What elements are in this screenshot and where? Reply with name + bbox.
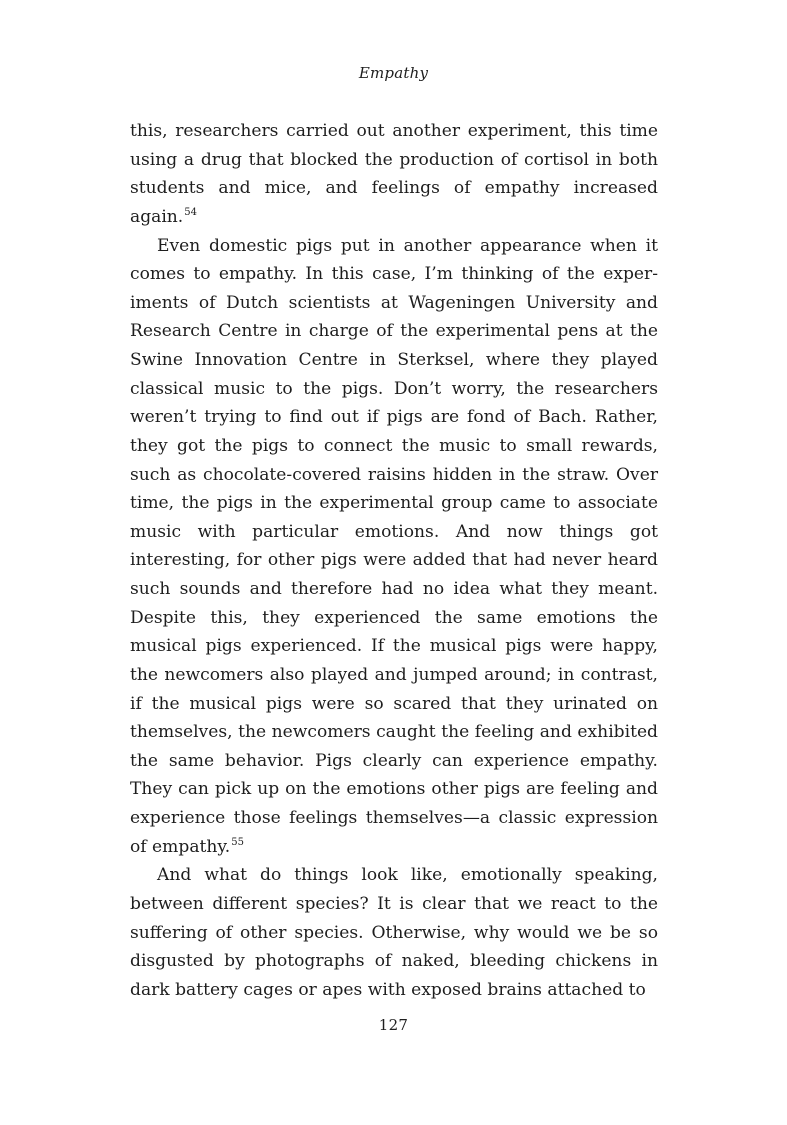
page-number: 127 [378,1016,409,1034]
body-text [130,117,658,1004]
footnote-reference[interactable]: 55 [231,836,244,848]
running-head: Empathy [358,64,429,82]
paragraph-text: this, researchers carried out another experiment, this time using a drug that blocked the production of cortisol in both students and mice, and feelings of empathy increased again. [130,121,658,227]
paragraph-text: And what do things look like, emotionally speaking, between different species? It is clear that we react to the suffering of other species. Otherwise, why would we be so disgusted by photographs of naked, bleeding chickens in dark battery cages or apes with exposed brains attached to [130,865,658,1000]
paragraph [130,232,658,862]
paragraph-text: Even domestic pigs put in another appearance when it comes to empathy. In this case, I’m thinking of the experiments of Dutch scientists at Wageningen University and Research Centre in charge of the experimental pens at the Swine Innovation Centre in Sterksel, where they played classical music to the pigs. Don’t worry, the researchers weren’t trying to find out if pigs are fond of Bach. Rather, they got the pigs to connect the music to small rewards, such as chocolate-covered raisins hidden in the straw. Over time, the pigs in the experimental group came to associate music with particular emotions. And now things got interesting, for other pigs were added that had never heard such sounds and therefore had no idea what they meant. Despite this, they experienced the same emotions the musical pigs experienced. If the musical pigs were happy, the newcomers also played and jumped around; in contrast, if the musical pigs were so scared that they urinated on themselves, the newcomers caught the feeling and exhibited the same behavior. Pigs clearly can experience empathy. They can pick up on the emotions other pigs are feeling and experience those feelings themselves—a classic expression of empathy. [130,235,658,857]
paragraph [130,861,658,1004]
footnote-reference[interactable]: 54 [184,206,197,218]
paragraph [130,117,658,232]
